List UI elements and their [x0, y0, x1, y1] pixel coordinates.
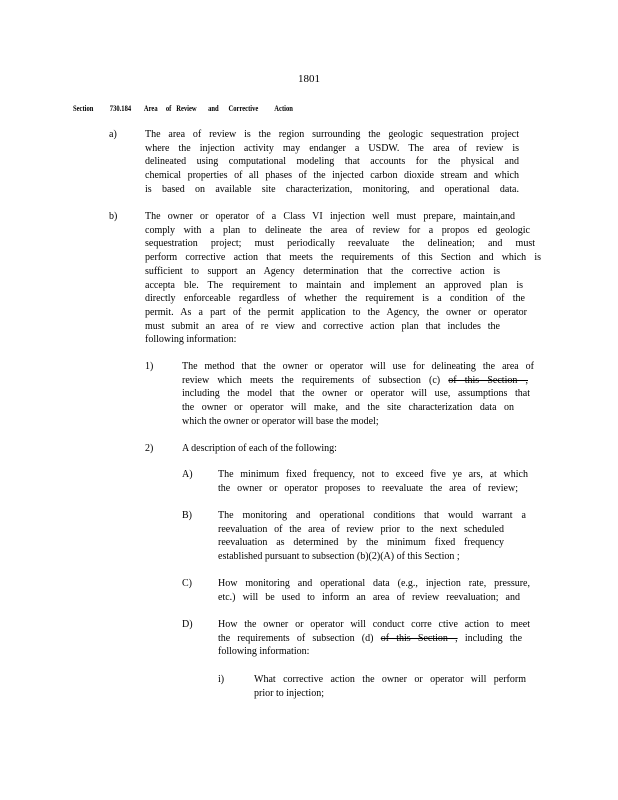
heading-word: Review: [176, 104, 197, 113]
item-label-A: A): [182, 469, 193, 480]
section-heading: [73, 102, 293, 116]
text-line: reevaluation as determined by the minimum fixed frequency: [218, 537, 504, 549]
item-label-B: B): [182, 510, 192, 521]
text-line: The method that the owner or operator will use for delineating the area of: [182, 361, 534, 372]
text-line: the owner or operator will make, and the site characterization data on: [182, 402, 514, 414]
text-line: established pursuant to subsection (b)(2)(A) of this Section ;: [218, 551, 460, 563]
text-line: What corrective action the owner or operator will perform: [254, 674, 526, 685]
text-line: including the model that the owner or operator will use, assumptions that: [182, 388, 530, 400]
text-line: The owner or operator of a Class VI injection well must prepare, maintain,and: [145, 211, 515, 222]
text-line: is based on available site characterization, monitoring, and operational data.: [145, 183, 519, 195]
heading-word: Area: [143, 104, 158, 113]
text-fragment: including the: [464, 632, 523, 644]
text-line: must submit an area of re view and corrective action plan that includes the: [145, 320, 500, 332]
item-label-a: a): [109, 129, 117, 140]
heading-word: Corrective: [228, 104, 259, 113]
text-line: following information:: [218, 646, 310, 658]
paragraph-C: [218, 577, 530, 604]
text-line: delineated using computational modeling that accounts for the physical and: [145, 156, 519, 168]
text-line: permit. As a part of the permit application to the Agency, the owner or operator: [145, 306, 527, 318]
section-number: 730.184: [109, 104, 132, 113]
text-line: The area of review is the region surrounding the geologic sequestration project: [145, 129, 519, 140]
text-line: sufficient to support an Agency determination that the corrective action is: [145, 265, 500, 277]
paragraph-B: [218, 509, 530, 564]
text-line: the owner or operator proposes to reevaluate the area of review;: [218, 482, 518, 494]
item-label-1: 1): [145, 361, 154, 372]
text-line: prior to injection;: [254, 687, 324, 699]
heading-word: Action: [274, 104, 293, 113]
item-label-D: D): [182, 619, 193, 630]
item-label-2: 2): [145, 443, 154, 454]
paragraph-a: [145, 128, 519, 197]
paragraph-A: [218, 468, 530, 495]
text-line: following information:: [145, 334, 237, 346]
page-number: 1801: [298, 73, 320, 85]
section-label: Section: [73, 104, 94, 113]
item-label-b: b): [109, 211, 118, 222]
text-line: reevaluation of the area of review prior to the next scheduled: [218, 523, 504, 535]
struck-text: of this Section ,: [448, 374, 528, 386]
paragraph-b: [145, 210, 541, 347]
text-line: chemical properties of all phases of the injected carbon dioxide stream and which: [145, 170, 519, 182]
text-line: [218, 632, 522, 646]
text-line: A description of each of the following:: [182, 443, 337, 454]
text-fragment: the requirements of subsection (d): [218, 632, 374, 644]
struck-text: of this Section ,: [380, 632, 458, 644]
paragraph-2: [182, 442, 382, 456]
text-line: etc.) will be used to inform an area of review reevaluation; and: [218, 591, 520, 603]
text-line: How monitoring and operational data (e.g., injection rate, pressure,: [218, 578, 530, 589]
text-line: where the injection activity may endanger a USDW. The area of review is: [145, 142, 519, 154]
item-label-i: i): [218, 674, 225, 685]
text-line: comply with a plan to delineate the area of review for a propos ed geologic: [145, 224, 530, 236]
paragraph-i: [254, 673, 526, 700]
heading-word: of: [165, 104, 172, 113]
text-line: [182, 374, 528, 388]
text-line: directly enforceable regardless of whether the requirement is a condition of the: [145, 293, 525, 305]
text-line: The minimum fixed frequency, not to exceed five ye ars, at which: [218, 469, 528, 480]
text-line: which the owner or operator will base the model;: [182, 415, 379, 427]
text-line: perform corrective action that meets the requirements of this Section and which is: [145, 252, 541, 264]
text-line: accepta ble. The requirement to maintain and implement an approved plan is: [145, 279, 523, 291]
heading-word: and: [208, 104, 219, 113]
text-fragment: review which meets the requirements of subsection (c): [182, 374, 441, 386]
text-line: sequestration project; must periodically reevaluate the delineation; and must: [145, 238, 535, 250]
paragraph-D: [218, 618, 530, 659]
paragraph-1: [182, 360, 534, 429]
item-label-C: C): [182, 578, 192, 589]
text-line: The monitoring and operational conditions that would warrant a: [218, 510, 526, 521]
text-line: How the owner or operator will conduct corre ctive action to meet: [218, 619, 530, 630]
